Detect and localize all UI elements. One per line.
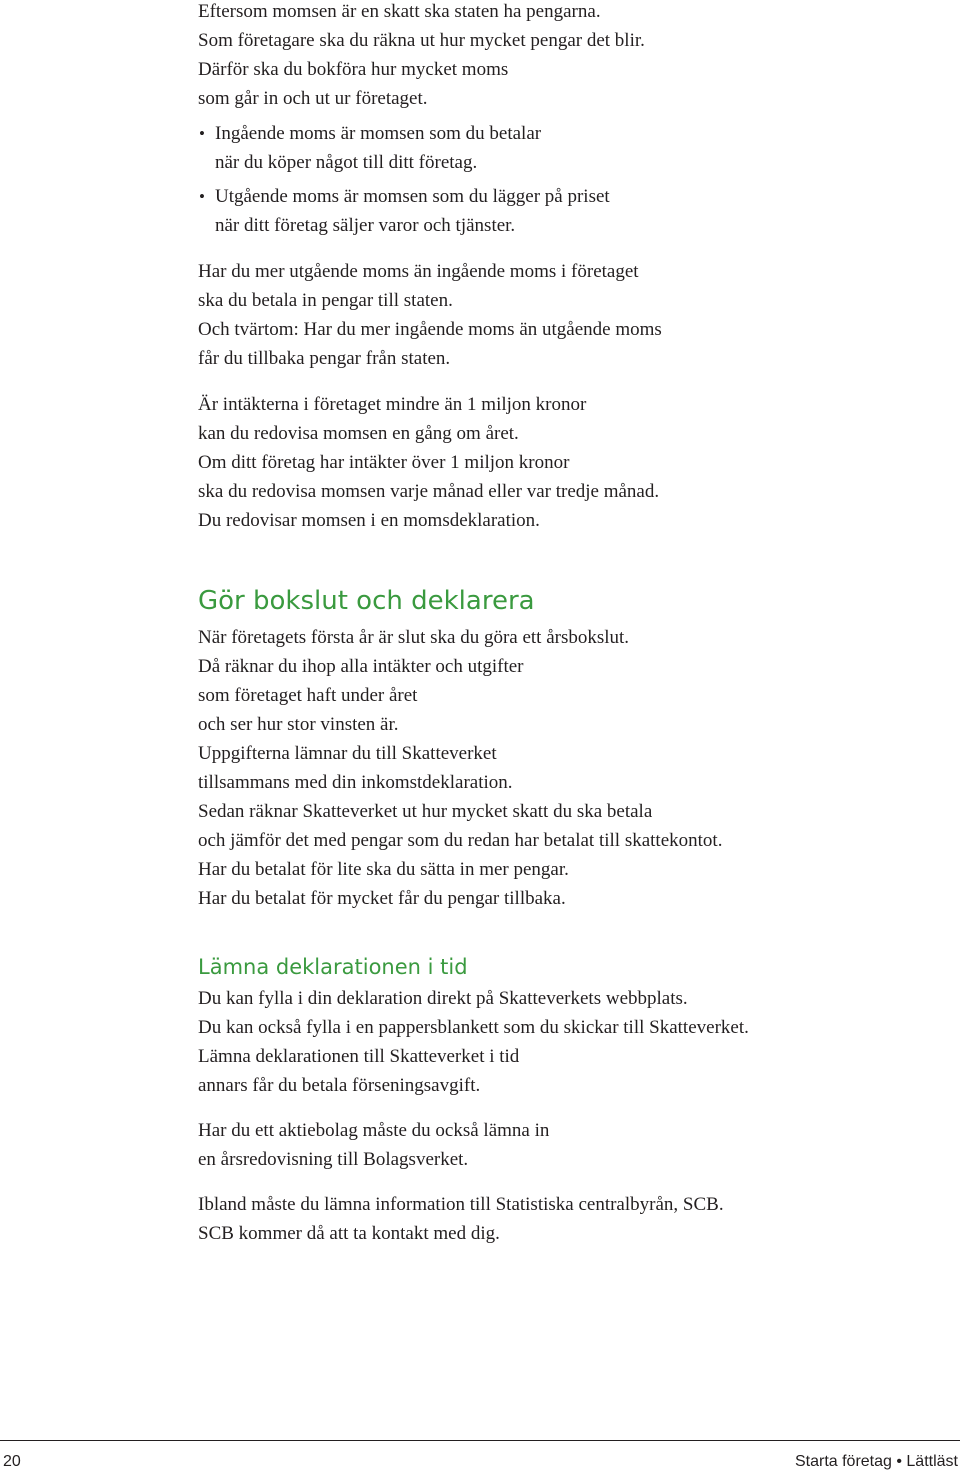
bullet-text: Utgående moms är momsen som du lägger på priset <box>215 186 610 207</box>
text-line <box>198 182 938 211</box>
text-line: Är intäkterna i företaget mindre än 1 miljon kronor <box>198 394 587 415</box>
text-line: ska du betala in pengar till staten. <box>198 290 453 311</box>
tid-paragraph <box>198 984 938 1100</box>
bokslut-paragraph <box>198 623 938 913</box>
text-line: när ditt företag säljer varor och tjänster. <box>215 215 516 236</box>
text-line: annars får du betala förseningsavgift. <box>198 1075 481 1096</box>
text-line: Därför ska du bokföra hur mycket moms <box>198 59 509 80</box>
page-number: 20 <box>3 1453 21 1470</box>
page-content <box>198 0 938 1248</box>
text-line: Ibland måste du lämna information till Statistiska centralbyrån, SCB. <box>198 1194 724 1215</box>
text-line: och jämför det med pengar som du redan har betalat till skattekontot. <box>198 830 723 851</box>
running-title: Starta företag • Lättläst <box>794 1453 958 1470</box>
text-line: Har du betalat för lite ska du sätta in mer pengar. <box>198 859 569 880</box>
text-line: ska du redovisa momsen varje månad eller var tredje månad. <box>198 481 660 502</box>
text-line: när du köper något till ditt företag. <box>215 152 478 173</box>
text-line: Har du betalat för mycket får du pengar tillbaka. <box>198 888 566 909</box>
text-line: kan du redovisa momsen en gång om året. <box>198 423 519 444</box>
text-line: Eftersom momsen är en skatt ska staten ha pengarna. <box>198 1 601 22</box>
bullet-icon: • <box>199 187 205 206</box>
redovisa-paragraph <box>198 390 938 535</box>
footer-divider <box>0 1440 960 1441</box>
moms-paragraph <box>198 257 938 373</box>
text-line: Du kan fylla i din deklaration direkt på Skatteverkets webbplats. <box>198 988 688 1009</box>
text-line: och ser hur stor vinsten är. <box>198 714 399 735</box>
text-line: Då räknar du ihop alla intäkter och utgifter <box>198 656 524 677</box>
text-line: Lämna deklarationen till Skatteverket i tid <box>198 1046 520 1067</box>
text-line: Sedan räknar Skatteverket ut hur mycket skatt du ska betala <box>198 801 653 822</box>
text-line: Om ditt företag har intäkter över 1 miljon kronor <box>198 452 570 473</box>
section-heading-tid: Lämna deklarationen i tid <box>198 955 468 979</box>
bullet-icon: • <box>199 124 205 143</box>
text-line: tillsammans med din inkomstdeklaration. <box>198 772 513 793</box>
text-line: en årsredovisning till Bolagsverket. <box>198 1149 469 1170</box>
bullet-list <box>198 119 938 240</box>
text-line: Uppgifterna lämnar du till Skatteverket <box>198 743 497 764</box>
aktiebolag-paragraph <box>198 1116 938 1174</box>
text-line: som går in och ut ur företaget. <box>198 88 428 109</box>
text-line: Och tvärtom: Har du mer ingående moms än utgående moms <box>198 319 662 340</box>
text-line: får du tillbaka pengar från staten. <box>198 348 451 369</box>
intro-paragraph <box>198 0 938 113</box>
bullet-text: Ingående moms är momsen som du betalar <box>215 123 542 144</box>
text-line <box>198 119 938 148</box>
bullet-item <box>198 119 938 177</box>
scb-paragraph <box>198 1190 938 1248</box>
text-line: Du kan också fylla i en pappersblankett som du skickar till Skatteverket. <box>198 1017 749 1038</box>
text-line: Som företagare ska du räkna ut hur mycket pengar det blir. <box>198 30 645 51</box>
text-line: Har du mer utgående moms än ingående moms i företaget <box>198 261 639 282</box>
section-heading-bokslut: Gör bokslut och deklarera <box>198 586 535 616</box>
text-line: SCB kommer då att ta kontakt med dig. <box>198 1223 500 1244</box>
text-line: När företagets första år är slut ska du göra ett årsbokslut. <box>198 627 630 648</box>
text-line: som företaget haft under året <box>198 685 418 706</box>
text-line: Du redovisar momsen i en momsdeklaration. <box>198 510 540 531</box>
text-line: Har du ett aktiebolag måste du också lämna in <box>198 1120 550 1141</box>
bullet-item <box>198 182 938 240</box>
